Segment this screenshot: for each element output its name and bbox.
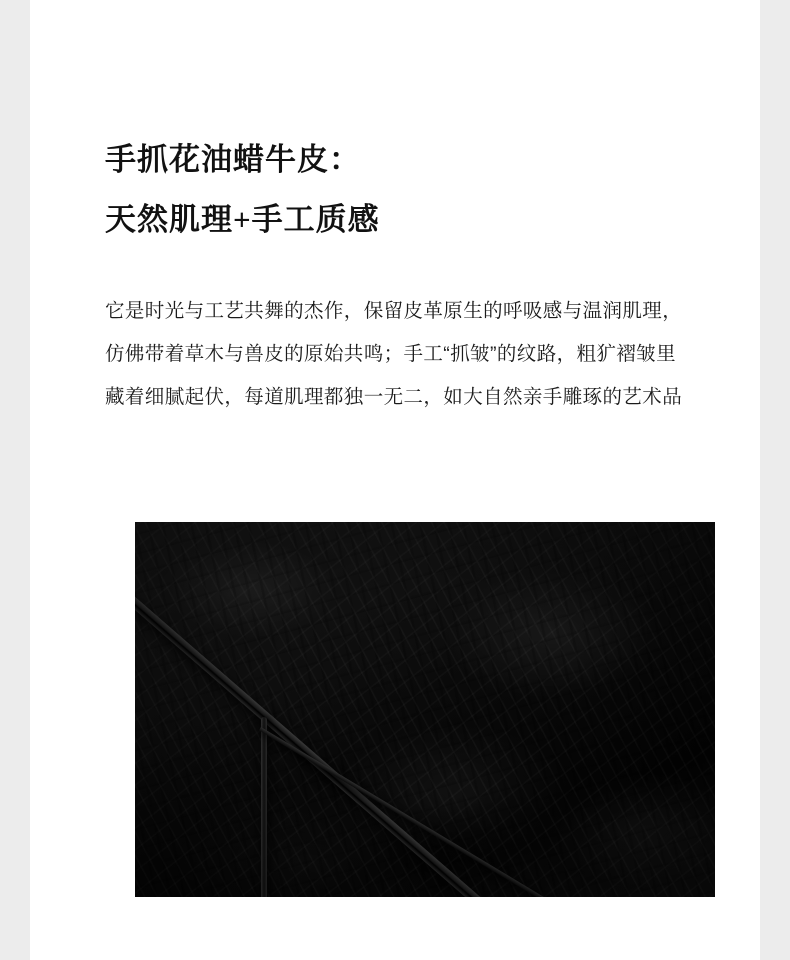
page-title-line-1: 手抓花油蜡牛皮：: [105, 142, 361, 177]
text-block: [105, 130, 685, 419]
leather-texture-photo: [135, 522, 715, 897]
description-paragraph: 它是时光与工艺共舞的杰作，保留皮革原生的呼吸感与温润肌理，仿佛带着草木与兽皮的原始共鸣；手工“抓皱”的纹路，粗犷褶皱里藏着细腻起伏，每道肌理都独一无二，如大自然亲手雕琢的艺术品: [105, 300, 683, 408]
photo-vignette: [135, 522, 715, 897]
product-detail-sheet: [30, 0, 760, 960]
page-title-line-2: 天然肌理+手工质感: [105, 202, 380, 237]
